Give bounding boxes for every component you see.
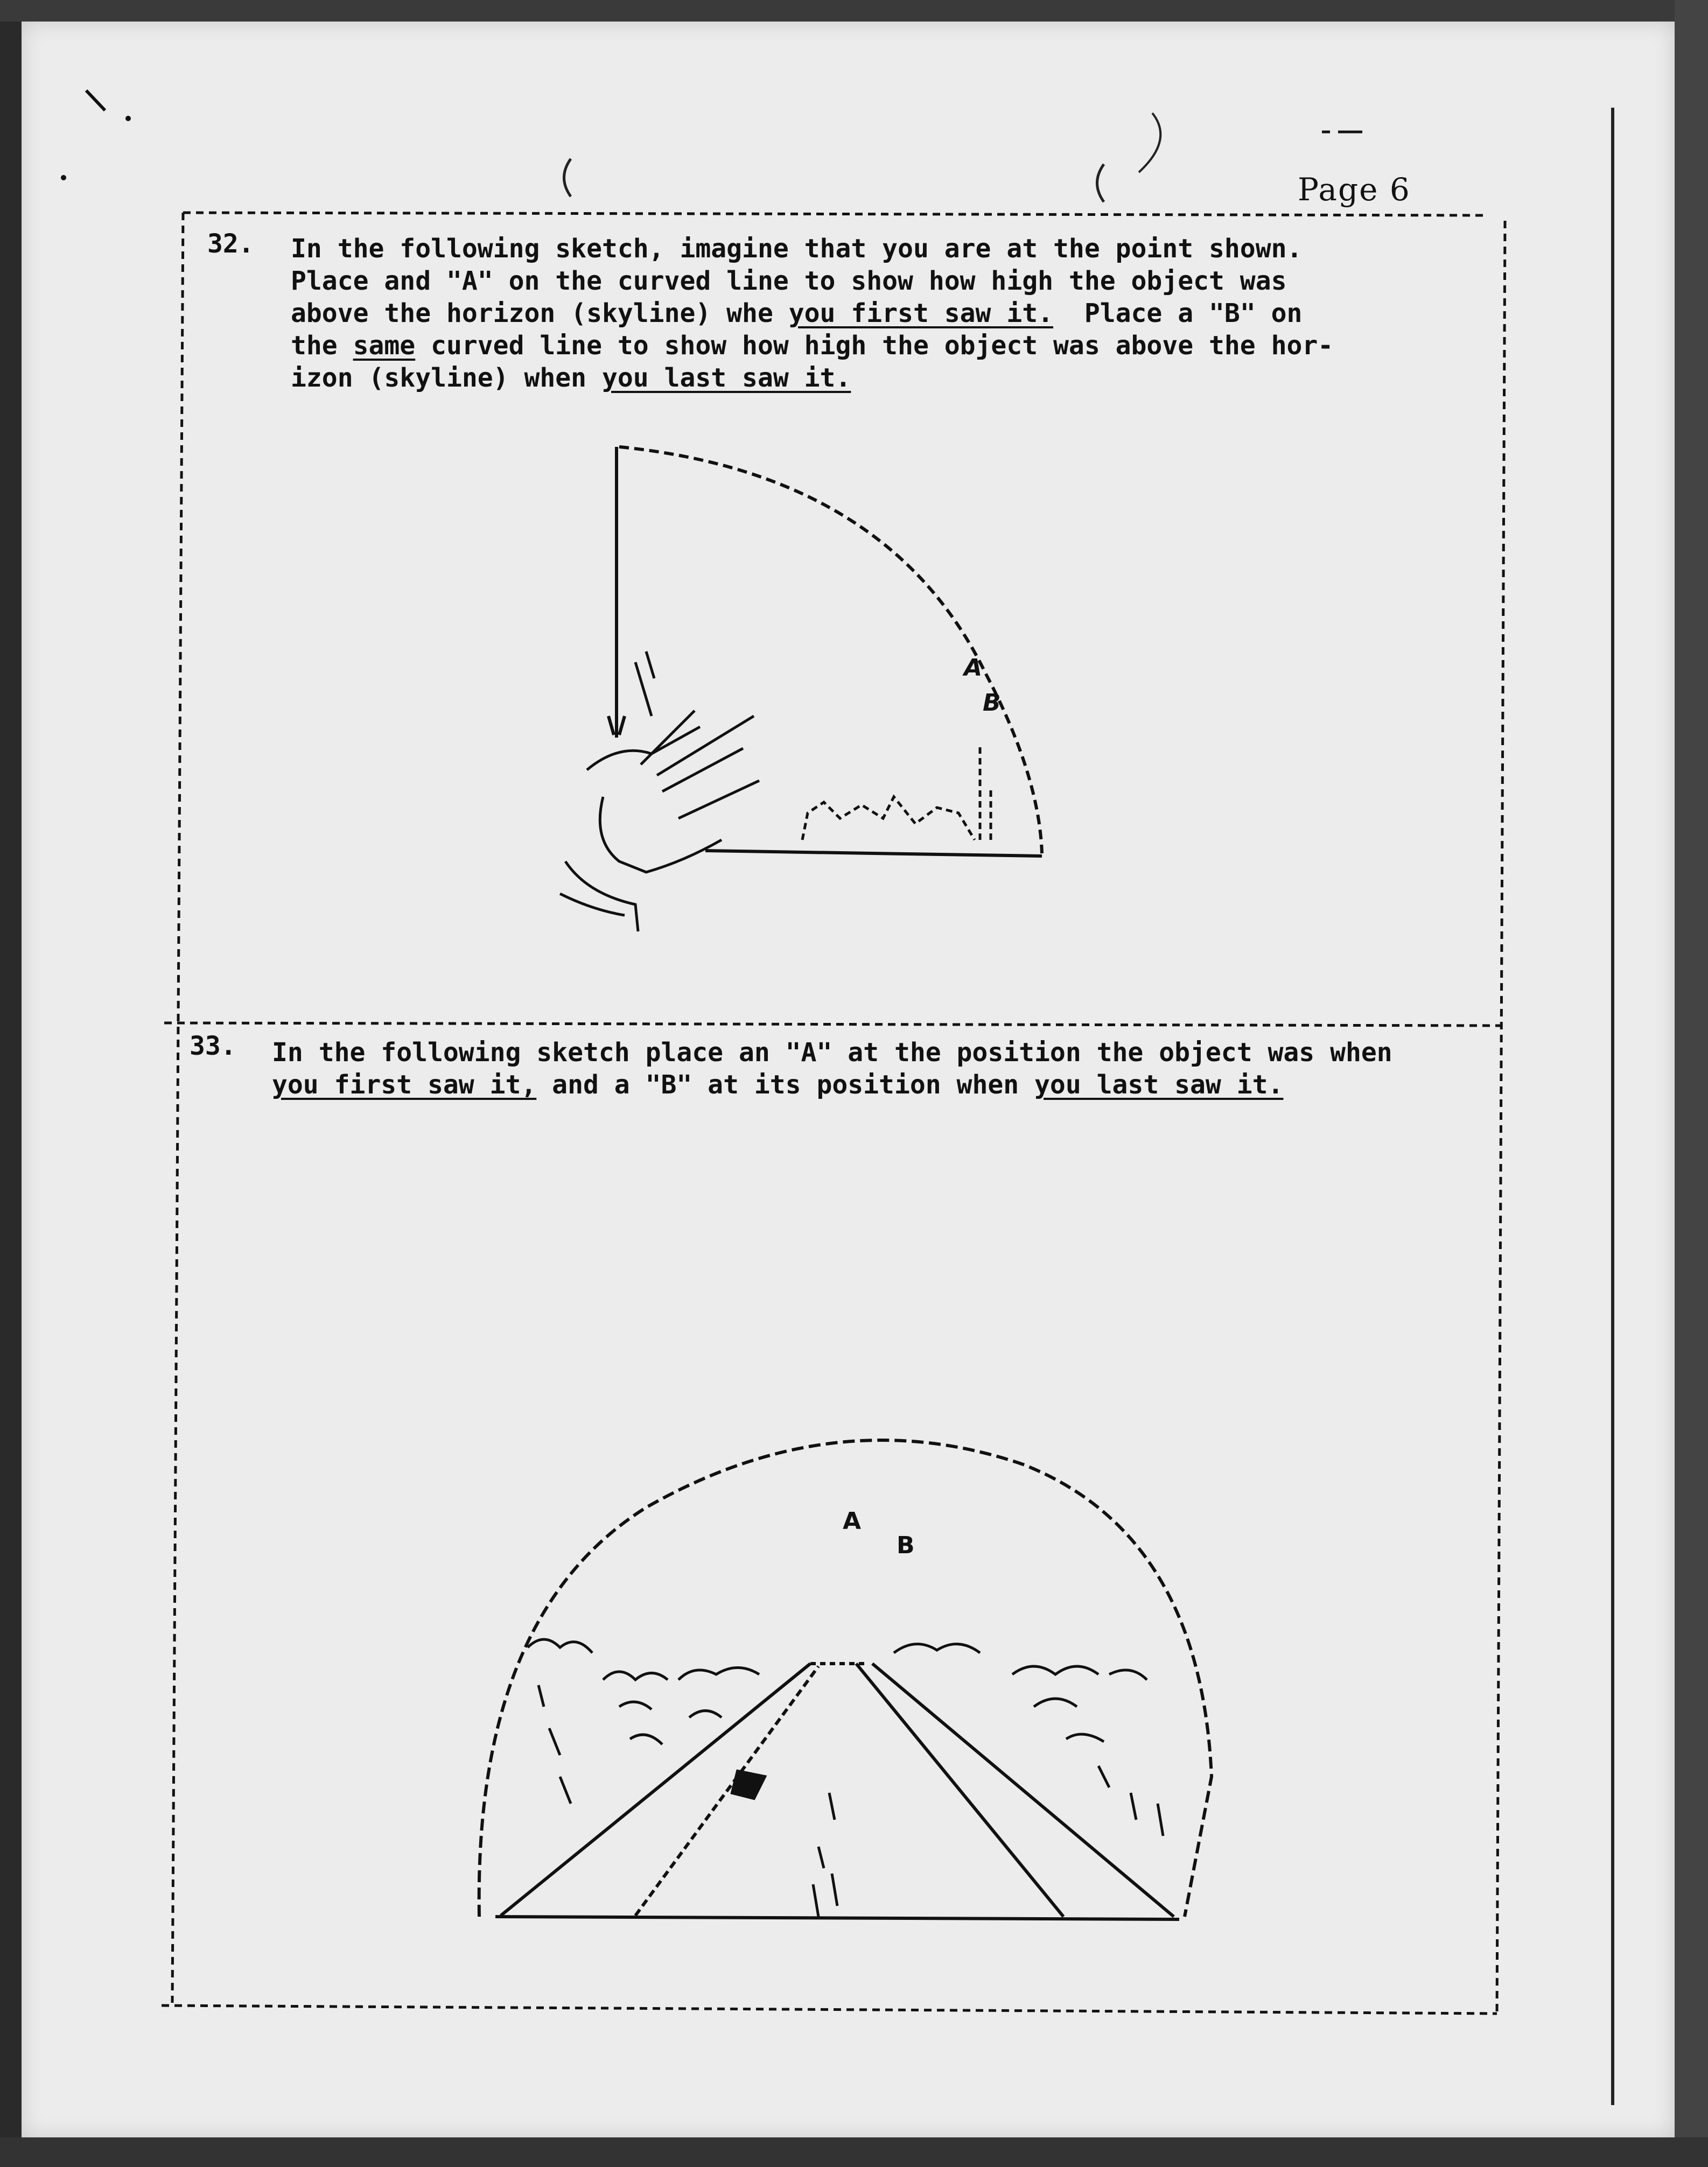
q33-mark-b: B <box>897 1532 915 1559</box>
q32-line-4-start: the <box>291 331 353 361</box>
q32-mark-b: B <box>983 689 1001 717</box>
q32-sketch <box>560 447 1042 931</box>
q32-line-3 <box>291 297 1302 329</box>
q32-line-5-start: izon (skyline) when <box>291 363 602 393</box>
q33-line-2 <box>272 1069 1283 1101</box>
q32-line-1: In the following sketch, imagine that you are at the point shown. <box>291 234 1303 264</box>
q32-last-saw-underline: you last saw it. <box>601 363 851 393</box>
q33-first-saw-underline: you first saw it, <box>272 1070 537 1100</box>
q33-line-2-mid: and a "B" at its position when <box>536 1070 1035 1100</box>
q32-number: 32. <box>207 229 254 259</box>
q32-line-5 <box>291 362 851 394</box>
q32-line-2: Place and "A" on the curved line to show how high the object was <box>291 266 1287 296</box>
q32-mark-a: A <box>964 654 983 682</box>
q32-first-saw-underline: you first saw it. <box>788 298 1054 328</box>
q32-line-4 <box>291 329 1333 362</box>
q32-line-3-end: Place a "B" on <box>1053 298 1303 328</box>
q32-same-underline: same <box>353 331 416 361</box>
q32-line-3-start: above the horizon (skyline) whe <box>291 298 789 328</box>
q32-line-4-end: curved line to show how high the object was above the hor- <box>415 331 1334 361</box>
q33-last-saw-underline: you last saw it. <box>1034 1070 1284 1100</box>
q33-mark-a: A <box>843 1507 862 1535</box>
q33-number: 33. <box>190 1031 236 1061</box>
page-number: Page 6 <box>1298 171 1411 208</box>
q33-line-1: In the following sketch place an "A" at the position the object was when <box>272 1037 1392 1068</box>
